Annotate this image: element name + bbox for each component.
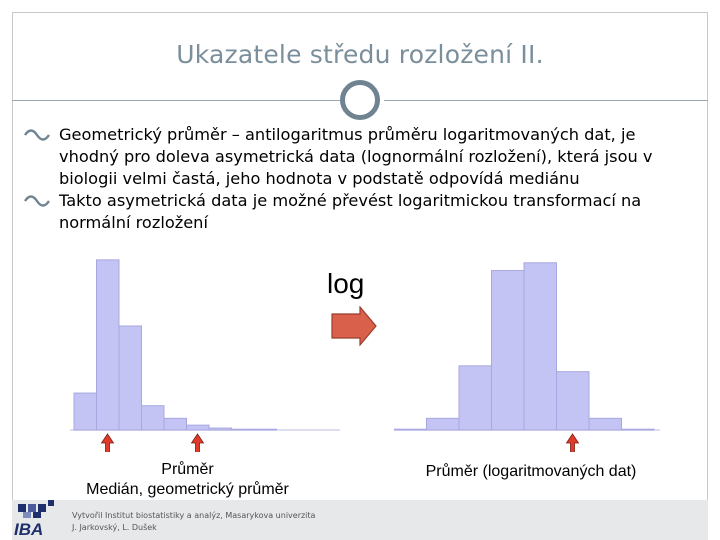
transform-label: log: [327, 268, 365, 299]
logo-text: IBA: [14, 520, 44, 539]
histogram-bar: [119, 326, 142, 430]
caption-left: [60, 460, 315, 500]
histogram-bar: [74, 393, 97, 430]
footer-line-1: Vytvořil Institut biostatistiky a analýz, Masarykova univerzita: [72, 511, 316, 520]
caption-right: Průměr (logaritmovaných dat): [425, 463, 637, 480]
bullet-text-2: Takto asymetrická data je možné převést logaritmickou transformací na normální rozložení: [59, 191, 642, 232]
wave-bullet-icon: [22, 127, 54, 143]
histogram-bar: [164, 418, 187, 430]
wave-bullet-icon: [22, 193, 54, 209]
histogram-bar: [209, 428, 232, 430]
histogram-bar: [557, 372, 590, 430]
bullet-text-1: Geometrický průměr – antilogaritmus průměru logaritmovaných dat, je vhodný pro doleva asymetrická data (lognormální rozložení), která jsou v biologii velmi častá, jeho hodnota v podstatě odpovídá mediánu: [59, 125, 653, 188]
slide-title: Ukazatele středu rozložení II.: [176, 40, 544, 69]
histogram-bar: [254, 429, 277, 430]
histogram-left: [70, 252, 340, 452]
histogram-bar: [459, 366, 492, 430]
histogram-bar: [427, 418, 460, 430]
marker-arrow: [567, 434, 579, 452]
caption-left-median: Medián, geometrický průměr: [86, 481, 289, 498]
histogram-bar: [622, 429, 655, 430]
title-divider-right: [384, 100, 708, 101]
histogram-bar: [232, 429, 255, 430]
bullet-list: [22, 124, 672, 234]
histogram-bar: [589, 418, 622, 430]
bullet-item: [22, 124, 672, 190]
histogram-bar: [524, 263, 557, 430]
marker-arrow: [102, 434, 114, 452]
footer-credits: [72, 510, 315, 534]
transform-arrow-icon: [330, 306, 378, 346]
histogram-bar: [97, 260, 120, 430]
histogram-bar: [187, 425, 210, 430]
histogram-right: [394, 252, 660, 452]
title-divider-left: [12, 100, 340, 101]
caption-left-mean: Průměr: [161, 461, 214, 478]
histogram-bar: [142, 406, 165, 430]
histogram-bar: [492, 271, 525, 430]
marker-arrow: [192, 434, 204, 452]
bullet-item: [22, 190, 672, 234]
histogram-bar: [394, 429, 427, 430]
footer-line-2: J. Jarkovský, L. Dušek: [72, 523, 157, 532]
circle-ornament-icon: [340, 80, 380, 120]
